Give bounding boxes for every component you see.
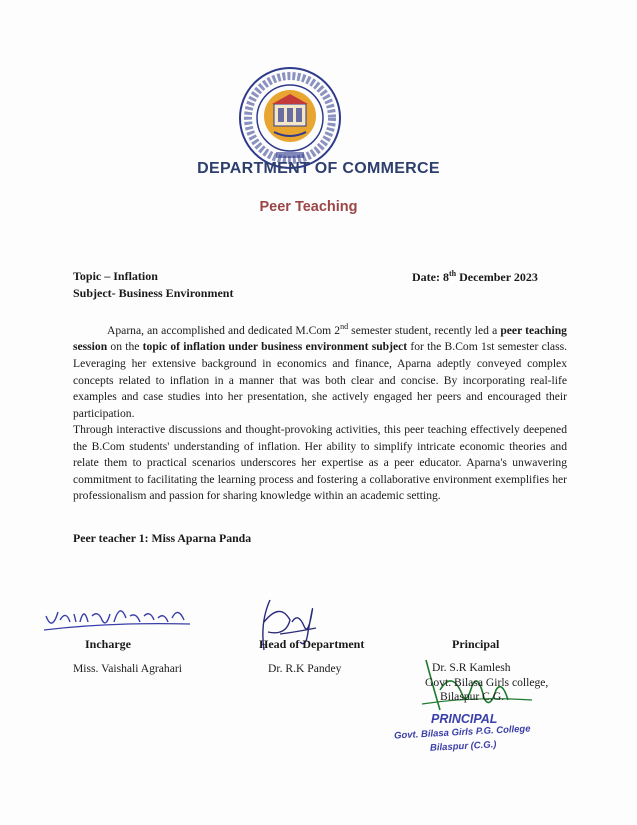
date-sup: th xyxy=(448,269,457,278)
principal-college: Govt. Bilasa Girls college, xyxy=(425,676,549,689)
p1-text-b: semester student, recently led a xyxy=(348,323,501,337)
document-title: Peer Teaching xyxy=(259,199,358,215)
peer-teacher-line: Peer teacher 1: Miss Aparna Panda xyxy=(73,531,252,545)
date-prefix: Date: 8 xyxy=(412,270,449,284)
p1-bold-1: peer teaching session xyxy=(73,323,567,354)
stamp-title: PRINCIPAL xyxy=(431,712,498,726)
paragraph-1 xyxy=(73,319,567,422)
p1-text-a: Aparna, an accomplished and dedicated M.Com 2 xyxy=(107,323,341,337)
p1-sup: nd xyxy=(340,322,349,331)
stamp-address: Bilaspur (C.G.) xyxy=(429,739,497,754)
p1-bold-2: topic of inflation under business environment subject xyxy=(142,340,408,354)
incharge-name: Miss. Vaishali Agrahari xyxy=(73,662,182,675)
date-line xyxy=(412,269,538,285)
subject-line: Subject- Business Environment xyxy=(73,286,234,300)
department-heading: DEPARTMENT OF COMMERCE xyxy=(197,160,440,177)
hod-title: Head of Department xyxy=(259,637,365,651)
hod-name: Dr. R.K Pandey xyxy=(268,662,342,675)
paragraph-2: Through interactive discussions and thought-provoking activities, this peer teaching effectively deepened the B.Com students' understanding of inflation. Her ability to simplify intricate economic theories and relate them to practical scenarios underscores her expertise as a peer educator. Aparna's unwavering commitment to facilitating the learning process and fostering a collaborative environment exemplifies her professionalism and passion for sharing knowledge within an academic setting. xyxy=(73,423,567,503)
principal-address: Bilaspur C.G. xyxy=(440,690,505,703)
p1-text-c: on the xyxy=(107,340,143,354)
principal-name: Dr. S.R Kamlesh xyxy=(432,661,511,674)
p1-text-d: for the B.Com 1st semester class. Leveraging her extensive background in economics and finance, Aparna adeptly conveyed complex concepts related to inflation in a manner that was both clear and concise. By incorporating real-life examples and case studies into her presentation, she actively engaged her peers and encouraged their participation. xyxy=(73,340,568,420)
principal-title: Principal xyxy=(452,637,500,651)
date-suffix: December 2023 xyxy=(456,270,538,284)
incharge-title: Incharge xyxy=(85,637,131,651)
topic-line: Topic – Inflation xyxy=(73,269,158,283)
stamp-college: Govt. Bilasa Girls P.G. College xyxy=(393,723,531,742)
college-emblem-icon xyxy=(238,66,342,170)
incharge-signature xyxy=(40,592,200,636)
